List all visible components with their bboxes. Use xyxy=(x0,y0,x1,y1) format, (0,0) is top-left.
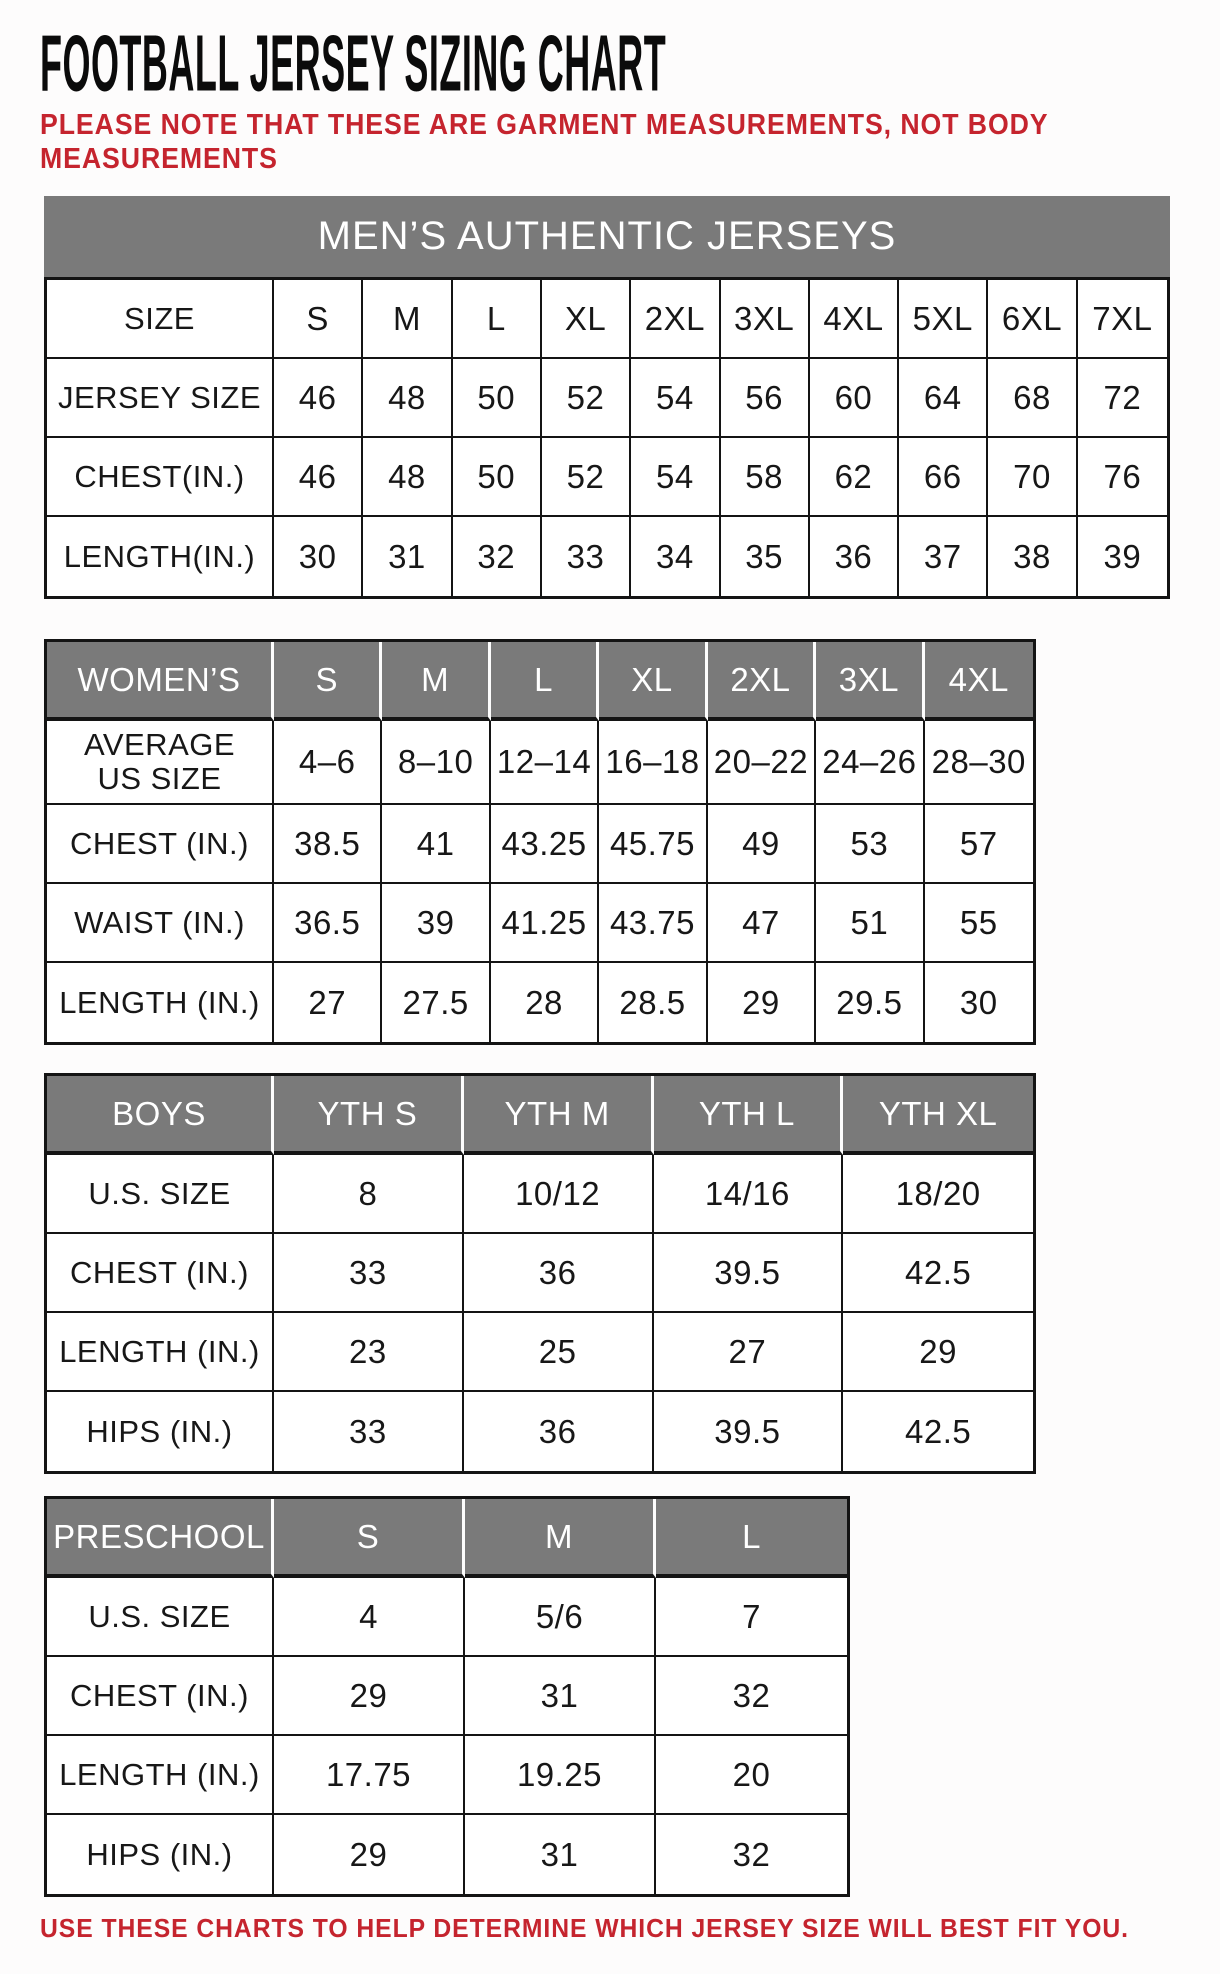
table-cell: 29.5 xyxy=(816,963,924,1042)
table-cell: 16–18 xyxy=(599,721,707,805)
column-header: YTH XL xyxy=(843,1076,1033,1155)
column-header: M xyxy=(382,642,490,721)
table-cell: 18/20 xyxy=(843,1155,1033,1234)
table-cell: 43.25 xyxy=(491,805,599,884)
table-cell: 14/16 xyxy=(654,1155,844,1234)
table-cell: 42.5 xyxy=(843,1234,1033,1313)
column-header: M xyxy=(465,1499,656,1578)
table-cell: 31 xyxy=(363,517,452,596)
table-cell: 35 xyxy=(721,517,810,596)
row-label xyxy=(47,721,274,805)
table-cell: 58 xyxy=(721,438,810,517)
row-label: JERSEY SIZE xyxy=(47,359,274,438)
table-cell: 38 xyxy=(988,517,1077,596)
mens-banner-text: MEN’S AUTHENTIC JERSEYS xyxy=(317,214,897,258)
table-cell: 53 xyxy=(816,805,924,884)
table-cell: 52 xyxy=(542,359,631,438)
table-cell: 36.5 xyxy=(274,884,382,963)
table-cell: 50 xyxy=(453,438,542,517)
garment-measurements-note xyxy=(40,108,1220,176)
column-header: YTH S xyxy=(274,1076,464,1155)
row-label: HIPS (IN.) xyxy=(47,1392,274,1471)
table-cell: 19.25 xyxy=(465,1736,656,1815)
table-cell: 31 xyxy=(465,1657,656,1736)
table-cell: 5/6 xyxy=(465,1578,656,1657)
table-cell: 70 xyxy=(988,438,1077,517)
column-header: 5XL xyxy=(899,280,988,359)
row-label: LENGTH(IN.) xyxy=(47,517,274,596)
column-header: 2XL xyxy=(708,642,816,721)
table-cell: 24–26 xyxy=(816,721,924,805)
table-cell: 39 xyxy=(382,884,490,963)
table-cell: 36 xyxy=(810,517,899,596)
column-header: XL xyxy=(599,642,707,721)
table-cell: 27 xyxy=(274,963,382,1042)
table-cell: 57 xyxy=(925,805,1033,884)
column-header: L xyxy=(656,1499,847,1578)
row-label: CHEST(IN.) xyxy=(47,438,274,517)
row-label: HIPS (IN.) xyxy=(47,1815,274,1894)
row-label: CHEST (IN.) xyxy=(47,1657,274,1736)
table-cell: 49 xyxy=(708,805,816,884)
footer-note: USE THESE CHARTS TO HELP DETERMINE WHICH JERSEY SIZE WILL BEST FIT YOU. xyxy=(40,1913,1129,1943)
boys-sizing-table xyxy=(44,1073,1036,1474)
table-cell: 55 xyxy=(925,884,1033,963)
column-header: 7XL xyxy=(1078,280,1167,359)
womens-sizing-table xyxy=(44,639,1036,1045)
column-header: S xyxy=(274,642,382,721)
table-cell: 32 xyxy=(656,1657,847,1736)
table-cell: 29 xyxy=(274,1657,465,1736)
table-cell: 23 xyxy=(274,1313,464,1392)
table-cell: 4–6 xyxy=(274,721,382,805)
table-cell: 8–10 xyxy=(382,721,490,805)
table-cell: 47 xyxy=(708,884,816,963)
note-line-1: PLEASE NOTE THAT THESE ARE GARMENT MEASUREMENTS, NOT BODY xyxy=(40,109,1049,141)
column-header: L xyxy=(491,642,599,721)
table-cell: 33 xyxy=(274,1392,464,1471)
table-cell: 48 xyxy=(363,438,452,517)
row-label: CHEST (IN.) xyxy=(47,1234,274,1313)
column-header: YTH M xyxy=(464,1076,654,1155)
column-header: XL xyxy=(542,280,631,359)
table-cell: 28–30 xyxy=(925,721,1033,805)
table-cell: 30 xyxy=(274,517,363,596)
table-cell: 56 xyxy=(721,359,810,438)
row-label: U.S. SIZE xyxy=(47,1155,274,1234)
page-title-text: FOOTBALL JERSEY SIZING CHART xyxy=(40,18,667,108)
mens-sizing-table xyxy=(44,280,1170,599)
row-label: U.S. SIZE xyxy=(47,1578,274,1657)
table-cell: 29 xyxy=(843,1313,1033,1392)
table-cell: 39.5 xyxy=(654,1392,844,1471)
mens-authentic-jerseys-banner xyxy=(44,196,1170,280)
table-cell: 29 xyxy=(708,963,816,1042)
table-cell: 38.5 xyxy=(274,805,382,884)
table-cell: 54 xyxy=(631,359,720,438)
column-header: YTH L xyxy=(654,1076,844,1155)
column-header: S xyxy=(274,1499,465,1578)
column-header: 3XL xyxy=(816,642,924,721)
table-cell: 39.5 xyxy=(654,1234,844,1313)
table-cell: 34 xyxy=(631,517,720,596)
table-cell: 46 xyxy=(274,438,363,517)
table-cell: 39 xyxy=(1103,537,1142,575)
row-label: SIZE xyxy=(47,280,274,359)
column-header: M xyxy=(363,280,452,359)
column-header: 3XL xyxy=(721,280,810,359)
table-cell: 66 xyxy=(899,438,988,517)
table-cell: 10/12 xyxy=(464,1155,654,1234)
table-cell: 20 xyxy=(656,1736,847,1815)
boys-header-label: BOYS xyxy=(47,1076,274,1155)
table-cell: 42.5 xyxy=(905,1412,972,1450)
table-cell: 27 xyxy=(654,1313,844,1392)
table-cell: 52 xyxy=(542,438,631,517)
table-cell: 48 xyxy=(363,359,452,438)
table-cell: 8 xyxy=(274,1155,464,1234)
table-cell: 45.75 xyxy=(599,805,707,884)
preschool-header-label: PRESCHOOL xyxy=(47,1499,274,1578)
preschool-sizing-table xyxy=(44,1496,850,1897)
table-cell: 41.25 xyxy=(491,884,599,963)
table-cell: 29 xyxy=(274,1815,465,1894)
table-cell: 32 xyxy=(732,1835,771,1873)
table-cell: 43.75 xyxy=(599,884,707,963)
column-header: L xyxy=(453,280,542,359)
row-label: CHEST (IN.) xyxy=(47,805,274,884)
column-header: 6XL xyxy=(988,280,1077,359)
table-cell: 54 xyxy=(631,438,720,517)
womens-header-label: WOMEN’S xyxy=(47,642,274,721)
table-cell: 30 xyxy=(959,983,998,1021)
table-cell: 33 xyxy=(542,517,631,596)
row-label-line-1: AVERAGE xyxy=(83,727,236,762)
table-cell: 27.5 xyxy=(382,963,490,1042)
column-header: S xyxy=(274,280,363,359)
table-cell: 46 xyxy=(274,359,363,438)
column-header: 4XL xyxy=(925,642,1033,721)
row-label: LENGTH (IN.) xyxy=(47,1313,274,1392)
table-cell: 25 xyxy=(464,1313,654,1392)
table-cell: 62 xyxy=(810,438,899,517)
column-header: 4XL xyxy=(810,280,899,359)
row-label: LENGTH (IN.) xyxy=(47,963,274,1042)
table-cell: 36 xyxy=(464,1392,654,1471)
table-cell: 12–14 xyxy=(491,721,599,805)
table-cell: 36 xyxy=(464,1234,654,1313)
table-cell: 50 xyxy=(453,359,542,438)
table-cell: 32 xyxy=(453,517,542,596)
table-cell: 37 xyxy=(899,517,988,596)
table-cell: 28.5 xyxy=(599,963,707,1042)
table-cell: 51 xyxy=(816,884,924,963)
table-cell: 72 xyxy=(1078,359,1167,438)
column-header: 2XL xyxy=(631,280,720,359)
table-cell: 28 xyxy=(491,963,599,1042)
row-label: LENGTH (IN.) xyxy=(47,1736,274,1815)
table-cell: 76 xyxy=(1078,438,1167,517)
note-line-2: MEASUREMENTS xyxy=(40,143,278,175)
page-title xyxy=(40,18,1220,108)
table-cell: 64 xyxy=(899,359,988,438)
table-cell: 33 xyxy=(274,1234,464,1313)
table-cell: 20–22 xyxy=(708,721,816,805)
table-cell: 68 xyxy=(988,359,1077,438)
table-cell: 4 xyxy=(274,1578,465,1657)
table-cell: 17.75 xyxy=(274,1736,465,1815)
table-cell: 60 xyxy=(810,359,899,438)
row-label-line-2: US SIZE xyxy=(97,761,222,796)
row-label: WAIST (IN.) xyxy=(47,884,274,963)
table-cell: 41 xyxy=(382,805,490,884)
table-cell: 31 xyxy=(465,1815,656,1894)
table-cell: 7 xyxy=(656,1578,847,1657)
